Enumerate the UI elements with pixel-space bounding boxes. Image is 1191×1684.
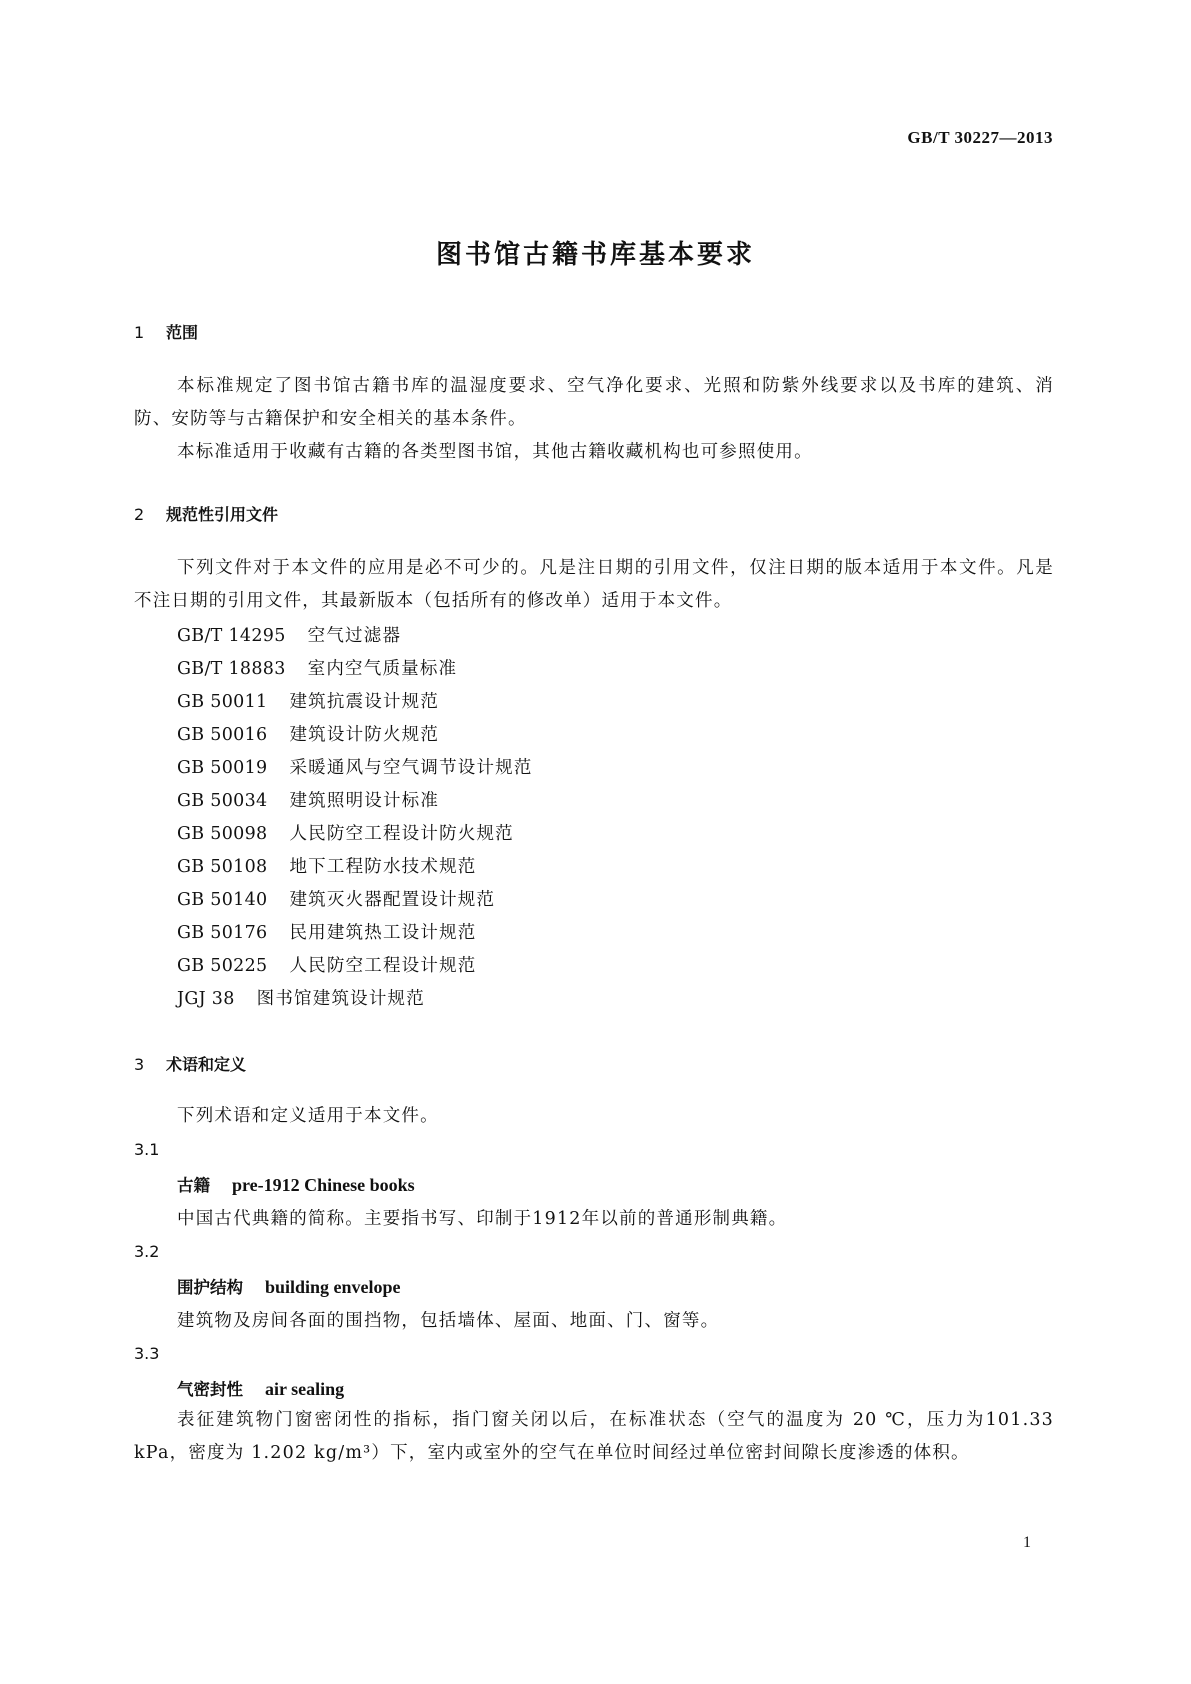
term-heading xyxy=(177,1274,401,1298)
reference-code: GB 50098 xyxy=(177,824,268,844)
term-zh: 古籍 xyxy=(177,1176,210,1195)
term-en: pre-1912 Chinese books xyxy=(232,1175,415,1195)
term-definition: 表征建筑物门窗密闭性的指标，指门窗关闭以后，在标准状态（空气的温度为 20 ℃，压力为101.33 kPa，密度为 1.202 kg/m³）下，室内或室外的空气在单位时间经过单位密封间隙长度渗透的体积。 xyxy=(134,1410,1054,1463)
reference-item xyxy=(177,622,401,647)
term-number: 3.1 xyxy=(134,1140,160,1159)
reference-title: 空气过滤器 xyxy=(307,626,402,646)
reference-title: 人民防空工程设计规范 xyxy=(289,956,477,976)
reference-item xyxy=(177,853,476,878)
reference-code: GB 50019 xyxy=(177,758,268,778)
term-en: building envelope xyxy=(265,1277,401,1297)
term-zh: 围护结构 xyxy=(177,1278,243,1297)
section-2-heading xyxy=(134,502,278,525)
term-heading xyxy=(177,1172,415,1196)
section-1-heading xyxy=(134,320,198,343)
reference-item xyxy=(177,952,476,977)
term-number: 3.2 xyxy=(134,1242,160,1261)
section-3-heading xyxy=(134,1052,246,1075)
section-number: 3 xyxy=(134,1055,145,1074)
reference-code: GB 50140 xyxy=(177,890,268,910)
term-number: 3.3 xyxy=(134,1344,160,1363)
term-definition: 建筑物及房间各面的围挡物，包括墙体、屋面、地面、门、窗等。 xyxy=(177,1311,720,1331)
section-number: 2 xyxy=(134,505,145,524)
reference-item xyxy=(177,688,439,713)
term-heading xyxy=(177,1376,344,1400)
references-intro: 下列文件对于本文件的应用是必不可少的。凡是注日期的引用文件，仅注日期的版本适用于本文件。凡是不注日期的引用文件，其最新版本（包括所有的修改单）适用于本文件。 xyxy=(134,558,1054,611)
reference-title: 人民防空工程设计防火规范 xyxy=(289,824,514,844)
reference-title: 室内空气质量标准 xyxy=(307,659,458,679)
reference-item xyxy=(177,787,439,812)
page-number: 1 xyxy=(1023,1534,1031,1551)
term-en: air sealing xyxy=(265,1379,345,1399)
reference-item xyxy=(177,919,476,944)
scope-paragraph-1: 本标准规定了图书馆古籍书库的温湿度要求、空气净化要求、光照和防紫外线要求以及书库的建筑、消防、安防等与古籍保护和安全相关的基本条件。 xyxy=(134,376,1054,429)
reference-item xyxy=(177,886,495,911)
reference-item xyxy=(177,655,457,680)
section-title: 规范性引用文件 xyxy=(166,505,279,524)
reference-title: 建筑照明设计标准 xyxy=(289,791,440,811)
reference-code: GB/T 14295 xyxy=(177,626,286,646)
scope-paragraph-2: 本标准适用于收藏有古籍的各类型图书馆，其他古籍收藏机构也可参照使用。 xyxy=(177,442,813,462)
reference-code: GB 50016 xyxy=(177,725,268,745)
reference-code: GB/T 18883 xyxy=(177,659,286,679)
standard-code: GB/T 30227—2013 xyxy=(907,128,1053,147)
reference-title: 采暖通风与空气调节设计规范 xyxy=(289,758,533,778)
reference-title: 地下工程防水技术规范 xyxy=(289,857,477,877)
term-definition: 中国古代典籍的简称。主要指书写、印制于1912年以前的普通形制典籍。 xyxy=(177,1209,788,1229)
reference-code: GB 50011 xyxy=(177,692,268,712)
section-number: 1 xyxy=(134,323,145,342)
section-title: 范围 xyxy=(166,323,199,342)
reference-code: GB 50225 xyxy=(177,956,268,976)
reference-code: JGJ 38 xyxy=(177,989,235,1009)
reference-item xyxy=(177,754,533,779)
reference-code: GB 50108 xyxy=(177,857,268,877)
section-title: 术语和定义 xyxy=(166,1055,247,1074)
reference-item xyxy=(177,820,514,845)
reference-title: 图书馆建筑设计规范 xyxy=(256,989,425,1009)
document-title: 图书馆古籍书库基本要求 xyxy=(435,240,755,270)
term-zh: 气密封性 xyxy=(177,1380,243,1399)
reference-title: 民用建筑热工设计规范 xyxy=(289,923,477,943)
reference-item xyxy=(177,721,439,746)
reference-item xyxy=(177,985,425,1010)
reference-title: 建筑设计防火规范 xyxy=(289,725,440,745)
reference-title: 建筑抗震设计规范 xyxy=(289,692,440,712)
reference-code: GB 50034 xyxy=(177,791,268,811)
terms-intro: 下列术语和定义适用于本文件。 xyxy=(177,1106,439,1126)
reference-title: 建筑灭火器配置设计规范 xyxy=(289,890,496,910)
reference-code: GB 50176 xyxy=(177,923,268,943)
